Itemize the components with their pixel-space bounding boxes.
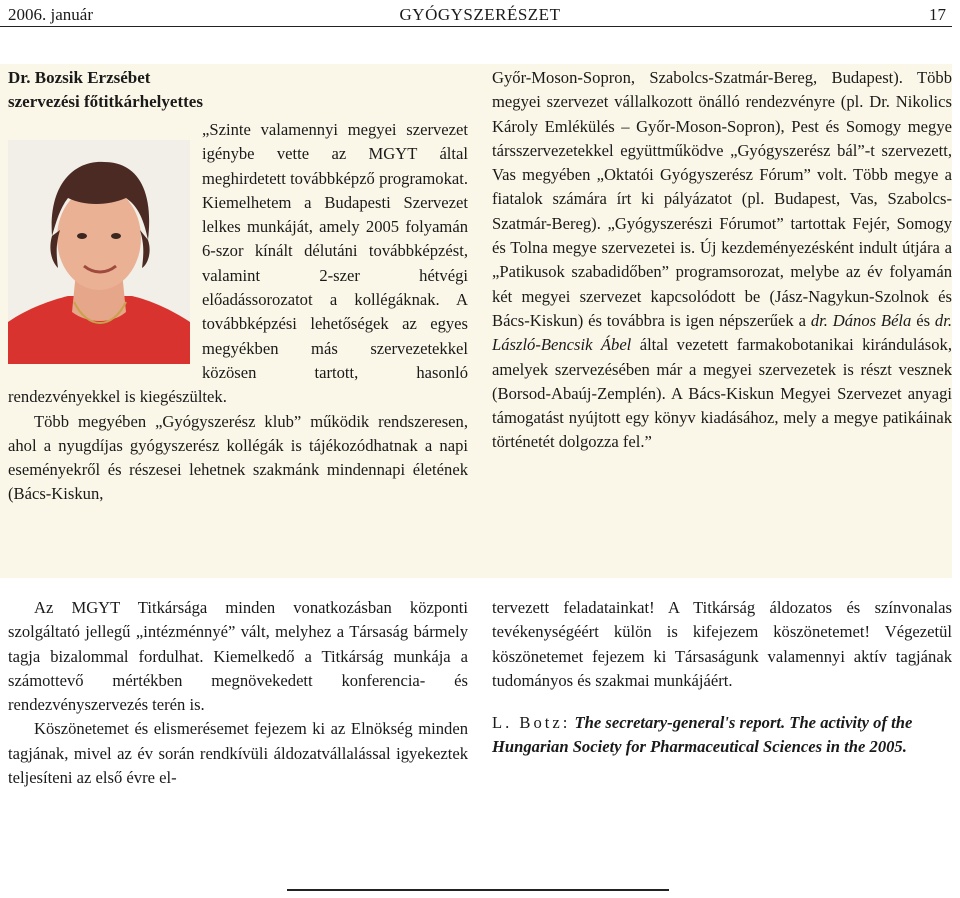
box-right-text-1: Győr-Moson-Sopron, Szabolcs-Szatmár-Bereg, Budapest). Több megyei szervezet vállalkozott önálló rendezvényre (pl. Dr. Nikolics Károly Emlékülés – Győr-Moson-Sopron), Pest és Somogy megye társszervezetekkel együttműködve „Gyógyszerész bál”-t szervezett, Vas megyében „Oktatói Gyógyszerész Fórum” volt. Több megye a fiatalok számára írt ki pályázatot (pl. Budapest, Vas, Szabolcs-Szatmár-Bereg). „Gyógyszerészi Fórumot” tartottak Fejér, Somogy és Tolna megye szervezetei is. Új kezdeményezésként indult útjára a „Patikusok szabadidőben” programsorozat, melybe az év folyamán két megyei szervezet kapcsolódott be (Jász-Nagykun-Szolnok és Bács-Kiskun) és továbbra is igen népszerűek a <box>492 68 952 330</box>
body-paragraph-2: Köszönetemet és elismerésemet fejezem ki az Elnökség minden tagjának, mivel az év során rendkívüli áldozatvállalással igyekeztek teljesíteni az első évre el- <box>8 719 468 788</box>
english-summary <box>492 711 952 759</box>
header-rule <box>0 26 952 27</box>
box-paragraph-2: Több megyében „Gyógyszerész klub” működik rendszeresen, ahol a nyugdíjas gyógyszerész kollégák is tájékozódhatnak a napi eseményekről és részesei lehetnek szakmánk mindennapi életének (Bács-Kiskun, <box>8 411 468 504</box>
box-right-column <box>492 66 952 455</box>
summary-author: L. Botz: <box>492 713 571 733</box>
body-paragraph-1: Az MGYT Titkársága minden vonatkozásban központi szolgáltató jellegű „intézménnyé” vált, melyhez a Társaság bármely tagja bizalommal fordulhat. Kiemelkedő a Titkárság munkája a számottevő mértékben megnövekedett konferencia- és rendezvényszervezés terén is. <box>8 598 468 715</box>
issue-date: 2006. január <box>8 5 93 24</box>
author-name: Dr. Bozsik Erzsébet <box>8 68 151 87</box>
box-right-paragraph <box>492 66 952 455</box>
summary-title: The secretary-general's report. The activity of the Hungarian Society for Pharmaceutical Sciences in the 2005. <box>492 713 913 757</box>
body-right-column <box>492 596 952 759</box>
body-paragraph-3: tervezett feladatainkat! A Titkárság áldozatos és színvonalas tevékenységéért külön is kifejezem köszönetemet! Végezetül köszönetemet fejezem ki Társaságunk valamennyi aktív tagjának tudományos és szakmai munkájáért. <box>492 598 952 690</box>
conjunction-text: és <box>911 310 935 330</box>
footer-rule <box>287 889 669 891</box>
author-title: szervezési főtitkárhelyettes <box>8 92 203 111</box>
journal-name: GYÓGYSZERÉSZET <box>399 5 561 24</box>
running-header <box>8 4 952 28</box>
body-left-column <box>8 596 468 790</box>
page-number: 17 <box>929 5 946 24</box>
box-left-column <box>8 66 468 507</box>
portrait-photo <box>8 140 190 364</box>
box-paragraph-1: „Szinte valamennyi megyei szervezet igénybe vette az MGYT által meghirdetett továbbképző programokat. Kiemelhetem a Budapesti Szervezet lelkes munkáját, amely 2005 folyamán 6-szor kínált délutáni továbbképzést, valamint 2-szer hétvégi előadássorozatot a kollégáknak. A továbbképzési lehetőségek az egyes megyékben más szervezetekkel közösen tartott, hasonló rendezvényekkel is kiegészültek. <box>8 120 468 407</box>
person-name-danos: dr. Dános Béla <box>810 310 912 330</box>
person-name-laszlo-bencsik: dr. László-Bencsik Ábel <box>492 310 952 355</box>
box-right-text-2: által vezetett farmakobotanikai kirándulások, amelyek szervezésében már a megyei szervezetek is részt vesznek (Borsod-Abaúj-Zemplén). A Bács-Kiskun Megyei Szervezet anyagi támogatást nyújtott egy könyv kiadásához, mely a megye patikáinak történetét dolgozza fel.” <box>492 335 952 452</box>
sidebar-box <box>0 64 952 578</box>
portrait-photo-icon <box>8 140 190 364</box>
